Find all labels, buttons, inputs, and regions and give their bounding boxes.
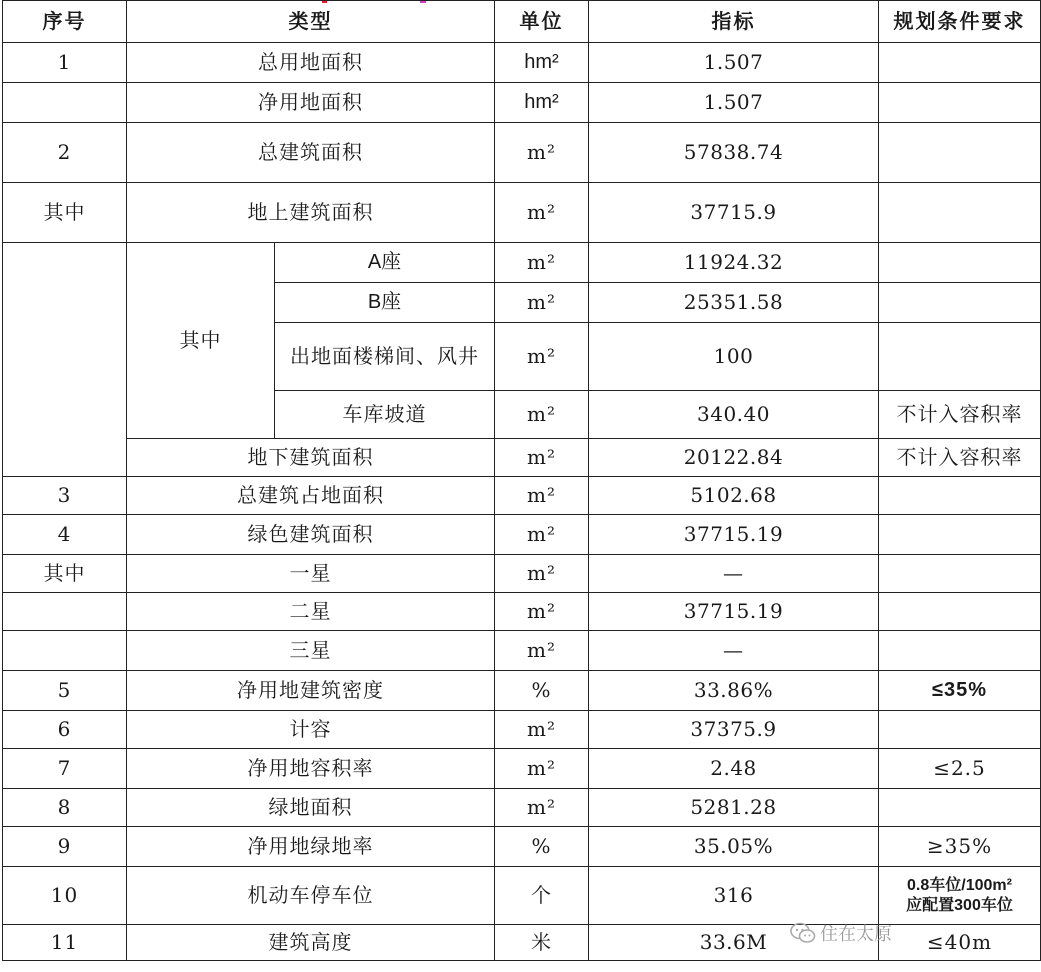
cell-unit: m² — [495, 123, 589, 183]
cell-seq: 5 — [3, 671, 127, 711]
cell-type: 出地面楼梯间、风井 — [275, 323, 495, 391]
cell-value: 25351.58 — [589, 283, 879, 323]
cell-unit: m² — [495, 439, 589, 477]
table-row — [3, 183, 1041, 243]
cell-value: 37715.19 — [589, 515, 879, 555]
cell-requirement: 不计入容积率 — [879, 391, 1041, 439]
cell-value: 57838.74 — [589, 123, 879, 183]
cell-unit: m² — [495, 183, 589, 243]
cell-seq: 9 — [3, 827, 127, 867]
cell-type: 净用地绿地率 — [127, 827, 495, 867]
cell-unit: 个 — [495, 867, 589, 925]
cell-value: 37375.9 — [589, 711, 879, 749]
cell-unit: m² — [495, 749, 589, 789]
cell-value: 100 — [589, 323, 879, 391]
cell-type: 总用地面积 — [127, 43, 495, 83]
cell-value: 35.05% — [589, 827, 879, 867]
cell-requirement — [879, 789, 1041, 827]
table-row — [3, 711, 1041, 749]
cell-seq — [3, 631, 127, 671]
cell-value: 11924.32 — [589, 243, 879, 283]
cell-type: 二星 — [127, 593, 495, 631]
table-row — [3, 477, 1041, 515]
cell-type: 总建筑占地面积 — [127, 477, 495, 515]
cell-requirement — [879, 515, 1041, 555]
cell-unit: m² — [495, 631, 589, 671]
cell-type: 一星 — [127, 555, 495, 593]
cell-unit: m² — [495, 391, 589, 439]
cell-unit: hm² — [495, 83, 589, 123]
requirement-line-2: 应配置300车位 — [906, 896, 1013, 914]
cell-subgroup-label: 其中 — [127, 243, 275, 439]
cell-requirement: 不计入容积率 — [879, 439, 1041, 477]
cell-type: A座 — [275, 243, 495, 283]
cell-requirement — [879, 123, 1041, 183]
cell-requirement: ≤40m — [879, 925, 1041, 961]
header-seq: 序号 — [3, 1, 127, 43]
table-row — [3, 439, 1041, 477]
cell-requirement — [879, 711, 1041, 749]
cell-requirement: ≥35% — [879, 827, 1041, 867]
cell-seq: 8 — [3, 789, 127, 827]
cell-unit: m² — [495, 323, 589, 391]
cell-unit: m² — [495, 711, 589, 749]
watermark-text: 住在太原 — [820, 924, 892, 945]
cell-unit: m² — [495, 789, 589, 827]
cell-value: 33.6M — [589, 925, 879, 961]
cell-seq-merged — [3, 243, 127, 477]
cell-requirement — [879, 867, 1041, 925]
cell-unit: m² — [495, 515, 589, 555]
cell-seq: 2 — [3, 123, 127, 183]
table-row — [3, 593, 1041, 631]
cell-type: 建筑高度 — [127, 925, 495, 961]
cell-requirement — [879, 43, 1041, 83]
cell-value: 5102.68 — [589, 477, 879, 515]
cell-value: 316 — [589, 867, 879, 925]
table-row — [3, 515, 1041, 555]
cell-type: 三星 — [127, 631, 495, 671]
planning-indicator-table-wrapper — [2, 0, 1026, 961]
cell-requirement — [879, 183, 1041, 243]
cell-requirement — [879, 477, 1041, 515]
cell-type: 绿地面积 — [127, 789, 495, 827]
cell-value: 1.507 — [589, 43, 879, 83]
cell-seq — [3, 593, 127, 631]
cell-requirement — [879, 631, 1041, 671]
cell-type: 机动车停车位 — [127, 867, 495, 925]
cell-type: 计容 — [127, 711, 495, 749]
table-row — [3, 83, 1041, 123]
header-requirement: 规划条件要求 — [879, 1, 1041, 43]
cell-type: 净用地建筑密度 — [127, 671, 495, 711]
cell-requirement — [879, 555, 1041, 593]
cell-unit: hm² — [495, 43, 589, 83]
cell-unit: % — [495, 671, 589, 711]
cell-requirement — [879, 83, 1041, 123]
cell-value: 20122.84 — [589, 439, 879, 477]
cell-type: 绿色建筑面积 — [127, 515, 495, 555]
cell-type: 车库坡道 — [275, 391, 495, 439]
cell-value: 2.48 — [589, 749, 879, 789]
cell-seq: 3 — [3, 477, 127, 515]
cell-requirement — [879, 323, 1041, 391]
header-unit: 单位 — [495, 1, 589, 43]
table-row — [3, 43, 1041, 83]
table-row — [3, 671, 1041, 711]
cell-type: 地上建筑面积 — [127, 183, 495, 243]
cell-type: 地下建筑面积 — [127, 439, 495, 477]
requirement-line-1: 0.8车位/100m² — [907, 877, 1012, 895]
cell-unit: % — [495, 827, 589, 867]
cell-type: B座 — [275, 283, 495, 323]
table-row — [3, 867, 1041, 925]
table-row — [3, 243, 1041, 283]
cell-value: 5281.28 — [589, 789, 879, 827]
table-row — [3, 123, 1041, 183]
cell-unit: m² — [495, 555, 589, 593]
cell-seq: 11 — [3, 925, 127, 961]
table-row — [3, 925, 1041, 961]
cell-unit: m² — [495, 283, 589, 323]
cell-value: 37715.9 — [589, 183, 879, 243]
table-row — [3, 631, 1041, 671]
table-row — [3, 555, 1041, 593]
cell-requirement — [879, 593, 1041, 631]
table-row — [3, 749, 1041, 789]
cell-seq: 1 — [3, 43, 127, 83]
cell-type: 净用地面积 — [127, 83, 495, 123]
cell-requirement — [879, 243, 1041, 283]
table-row — [3, 827, 1041, 867]
cell-value: 340.40 — [589, 391, 879, 439]
cell-value: — — [589, 631, 879, 671]
cell-type: 净用地容积率 — [127, 749, 495, 789]
cell-value: — — [589, 555, 879, 593]
cell-type: 总建筑面积 — [127, 123, 495, 183]
cell-unit: m² — [495, 477, 589, 515]
cell-requirement: ≤2.5 — [879, 749, 1041, 789]
cell-value: 33.86% — [589, 671, 879, 711]
cell-unit: m² — [495, 593, 589, 631]
cell-seq: 6 — [3, 711, 127, 749]
cell-value: 1.507 — [589, 83, 879, 123]
header-value: 指标 — [589, 1, 879, 43]
cell-value: 37715.19 — [589, 593, 879, 631]
cell-seq: 4 — [3, 515, 127, 555]
header-type: 类型 — [127, 1, 495, 43]
cell-unit: m² — [495, 243, 589, 283]
table-row — [3, 789, 1041, 827]
cell-requirement: ≤35% — [879, 671, 1041, 711]
cell-seq: 7 — [3, 749, 127, 789]
cell-seq: 其中 — [3, 183, 127, 243]
cell-seq — [3, 83, 127, 123]
planning-indicator-table — [2, 0, 1041, 961]
cell-unit: 米 — [495, 925, 589, 961]
cell-seq: 其中 — [3, 555, 127, 593]
cell-seq: 10 — [3, 867, 127, 925]
table-header-row — [3, 1, 1041, 43]
cell-requirement — [879, 283, 1041, 323]
